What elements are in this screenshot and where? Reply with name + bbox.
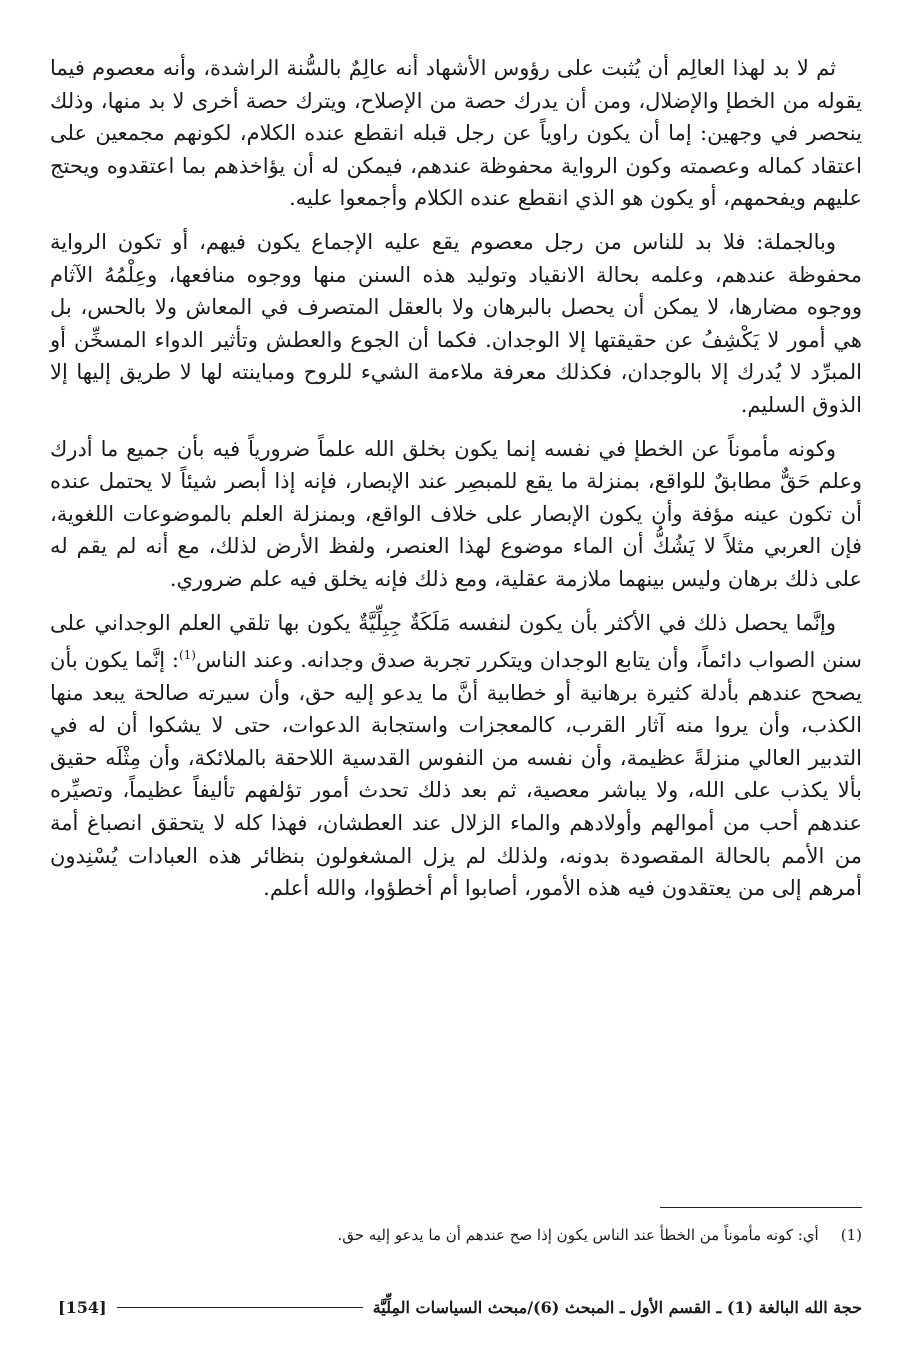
footer-rule (117, 1307, 363, 1308)
paragraph-4-end: : إنَّما يكون بأن يصحح عندهم بأدلة كثيرة برهانية أو خطابية أنَّ ما يدعو إليه حق، وأن سيرته صالحة يبعد منها الكذب، وأن يروا منه آثار القرب، كالمعجزات واستجابة الدعوات، حتى لا يشكوا أن له في التدبير العالي منزلةً عظيمة، وأن نفسه من النفوس القدسية اللاحقة بالملائكة، وأن مِثْلَه حقيق بألا يكذب على الله، ولا يباشر معصية، ثم بعد ذلك تحدث أمور تؤلفهم تأليفاً عظيماً، وتصيِّره عندهم أحب من أموالهم وأولادهم والماء الزلال عند العطشان، فهذا كله لا يتحقق انصباغ أمة من الأمم بالحالة المقصودة بدونه، ولذلك لم يزل المشغولون بنظائر هذه العبادات يُسْنِدون أمرهم إلى من يعتقدون فيه هذه الأمور، أصابوا أم أخطؤوا، والله أعلم. (50, 648, 862, 901)
paragraph-4-start: وإنَّما يحصل ذلك في الأكثر بأن يكون لنفسه مَلَكَةٌ جِبِلِّيَّةٌ يكون بها تلقي العلم الوجداني على سنن الصواب دائماً، وأن يتابع الوجدان ويتكرر تجربة صدق وجدانه. وعند الناس (50, 610, 862, 673)
paragraph-1: ثم لا بد لهذا العالِم أن يُثبت على رؤوس الأشهاد أنه عالِمٌ بالسُّنة الراشدة، وأنه معصوم فيما يقوله من الخطإ والإضلال، ومن أن يدرك حصة من الإصلاح، ويترك حصة أخرى لا بد منها، وذلك ينحصر في وجهين: إما أن يكون راوياً عن رجل قبله انقطع عنده الكلام، لكونهم مجمعين على اعتقاد كماله وعصمته وكون الرواية محفوظة عندهم، فيمكن له أن يؤاخذهم بما اعتقدوه ويحتج عليهم ويفحمهم، أو يكون هو الذي انقطع عنده الكلام وأجمعوا عليه. (50, 56, 862, 211)
main-text (50, 52, 862, 916)
paragraph-3: وكونه مأموناً عن الخطإ في نفسه إنما يكون بخلق الله علماً ضرورياً فيه بأن جميع ما أدرك وعلم حَقٌّ مطابقٌ للواقع، بمنزلة ما يقع للمبصِر عند الإبصار، فإنه إذا أبصر شيئاً لا يحتمل عنده أن تكون عينه مؤفة وأن يكون الإبصار على خلاف الواقع، وبمنزلة العلم بالموضوعات اللغوية، فإن العربي مثلاً لا يَشُكُّ أن الماء موضوع لهذا العنصر، ولفظ الأرض لذلك، مع أنه لم يقم له على ذلك برهان وليس بينهما ملازمة عقلية، ومع ذلك فإنه يخلق فيه علم ضروري. (50, 436, 862, 591)
page-number: [154] (58, 1297, 107, 1317)
running-title: حجة الله البالغة (1) ـ القسم الأول ـ المبحث (6)/مبحث السياسات المِلِّيَّة (372, 1297, 862, 1317)
page-footer (58, 1295, 862, 1319)
paragraph-2: وبالجملة: فلا بد للناس من رجل معصوم يقع عليه الإجماع يكون فيهم، أو تكون الرواية محفوظة عندهم، وعلمه بحالة الانقياد وتوليد هذه السنن منها ووجوه منافعها، وعِلْمُهُ الآثام ووجوه مضارها، لا يمكن أن يحصل بالبرهان ولا بالعقل المتصرف في المعاش ولا بالحس، بل هي أمور لا يَكْشِفُ عن حقيقتها إلا الوجدان. فكما أن الجوع والعطش وتأثير الدواء المسخِّن أو المبرِّد لا يُدرك إلا بالوجدان، فكذلك معرفة ملاءمة الشيء للروح ومباينته لها لا طريق إليها إلا الذوق السليم. (50, 229, 862, 417)
paragraph-4 (50, 607, 862, 905)
footnote-reference[interactable]: (1) (178, 648, 196, 663)
footnote-divider (660, 1207, 862, 1208)
footnote-number: (1) (840, 1226, 862, 1244)
footnote (60, 1224, 862, 1246)
footnote-text: أي: كونه مأموناً من الخطأ عند الناس يكون إذا صح عندهم أن ما يدعو إليه حق. (337, 1226, 819, 1244)
